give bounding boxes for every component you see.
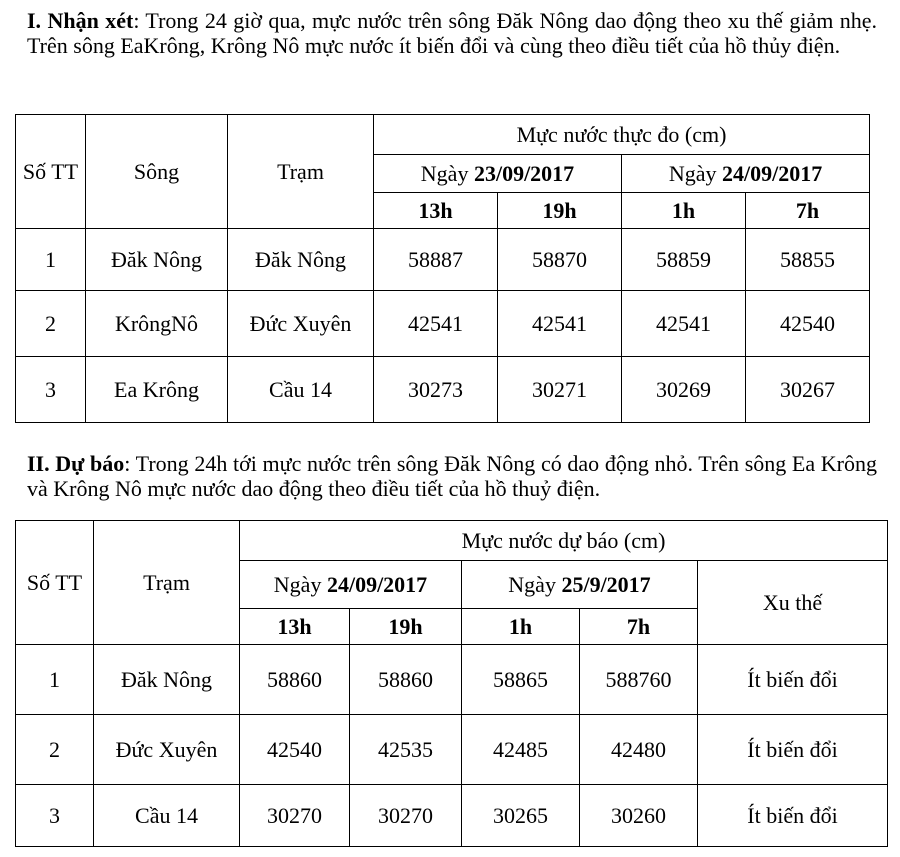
table-row: [16, 645, 888, 715]
header-station: Trạm: [228, 115, 374, 229]
forecast-text: : Trong 24h tới mực nước trên sông Đăk Nông có dao động nhỏ. Trên sông Ea Krông và Krông Nô mực nước dao động theo điều tiết của hồ thuỷ điện.: [27, 451, 878, 501]
header-day-1: Ngày 24/09/2017: [240, 561, 462, 609]
forecast-paragraph: [27, 451, 877, 501]
row-value: 58855: [746, 229, 870, 291]
table-row: [16, 785, 888, 847]
header-stt: Số TT: [16, 115, 86, 229]
row-value: 30269: [622, 357, 746, 423]
row-value: 30260: [580, 785, 698, 847]
row-value: 588760: [580, 645, 698, 715]
header-hour: 13h: [240, 609, 350, 645]
row-stt: 3: [16, 357, 86, 423]
header-hour: 13h: [374, 193, 498, 229]
header-day-2: Ngày 25/9/2017: [462, 561, 698, 609]
row-station: Đức Xuyên: [228, 291, 374, 357]
row-river: Ea Krông: [86, 357, 228, 423]
row-value: 42480: [580, 715, 698, 785]
header-station: Trạm: [94, 521, 240, 645]
row-stt: 2: [16, 715, 94, 785]
table-row: [16, 715, 888, 785]
table-row: [16, 229, 870, 291]
row-trend: Ít biến đổi: [698, 645, 888, 715]
row-station: Đăk Nông: [228, 229, 374, 291]
row-value: 42541: [622, 291, 746, 357]
row-trend: Ít biến đổi: [698, 715, 888, 785]
header-day-1: Ngày 23/09/2017: [374, 155, 622, 193]
row-value: 30270: [240, 785, 350, 847]
observation-heading: I. Nhận xét: [27, 8, 134, 33]
row-value: 58887: [374, 229, 498, 291]
observation-text: : Trong 24 giờ qua, mực nước trên sông Đăk Nông dao động theo xu thế giảm nhẹ. Trên sông EaKrông, Krông Nô mực nước ít biến đổi và cùng theo điều tiết của hồ thủy điện.: [27, 8, 877, 58]
row-value: 30273: [374, 357, 498, 423]
row-station: Cầu 14: [94, 785, 240, 847]
row-station: Đăk Nông: [94, 645, 240, 715]
row-stt: 1: [16, 645, 94, 715]
header-measured-level: Mực nước thực đo (cm): [374, 115, 870, 155]
row-value: 30265: [462, 785, 580, 847]
forecast-water-level-table: [15, 520, 888, 847]
observation-paragraph: [27, 8, 877, 58]
row-value: 30271: [498, 357, 622, 423]
row-stt: 2: [16, 291, 86, 357]
row-value: 58860: [350, 645, 462, 715]
table-row: [16, 357, 870, 423]
header-hour: 19h: [498, 193, 622, 229]
row-stt: 1: [16, 229, 86, 291]
header-hour: 19h: [350, 609, 462, 645]
header-river: Sông: [86, 115, 228, 229]
header-trend: Xu thế: [698, 561, 888, 645]
row-value: 30270: [350, 785, 462, 847]
header-hour: 1h: [622, 193, 746, 229]
header-hour: 7h: [580, 609, 698, 645]
header-day-2: Ngày 24/09/2017: [622, 155, 870, 193]
measured-water-level-table: [15, 114, 870, 423]
row-value: 42541: [498, 291, 622, 357]
header-forecast-level: Mực nước dự báo (cm): [240, 521, 888, 561]
row-value: 58859: [622, 229, 746, 291]
header-hour: 7h: [746, 193, 870, 229]
row-value: 30267: [746, 357, 870, 423]
row-station: Đức Xuyên: [94, 715, 240, 785]
row-value: 42540: [746, 291, 870, 357]
row-value: 42485: [462, 715, 580, 785]
row-station: Cầu 14: [228, 357, 374, 423]
row-stt: 3: [16, 785, 94, 847]
header-hour: 1h: [462, 609, 580, 645]
row-value: 58870: [498, 229, 622, 291]
row-river: Đăk Nông: [86, 229, 228, 291]
row-river: KrôngNô: [86, 291, 228, 357]
row-value: 58860: [240, 645, 350, 715]
row-trend: Ít biến đổi: [698, 785, 888, 847]
table-row: [16, 291, 870, 357]
row-value: 58865: [462, 645, 580, 715]
header-stt: Số TT: [16, 521, 94, 645]
row-value: 42540: [240, 715, 350, 785]
row-value: 42541: [374, 291, 498, 357]
forecast-heading: II. Dự báo: [27, 451, 125, 476]
row-value: 42535: [350, 715, 462, 785]
